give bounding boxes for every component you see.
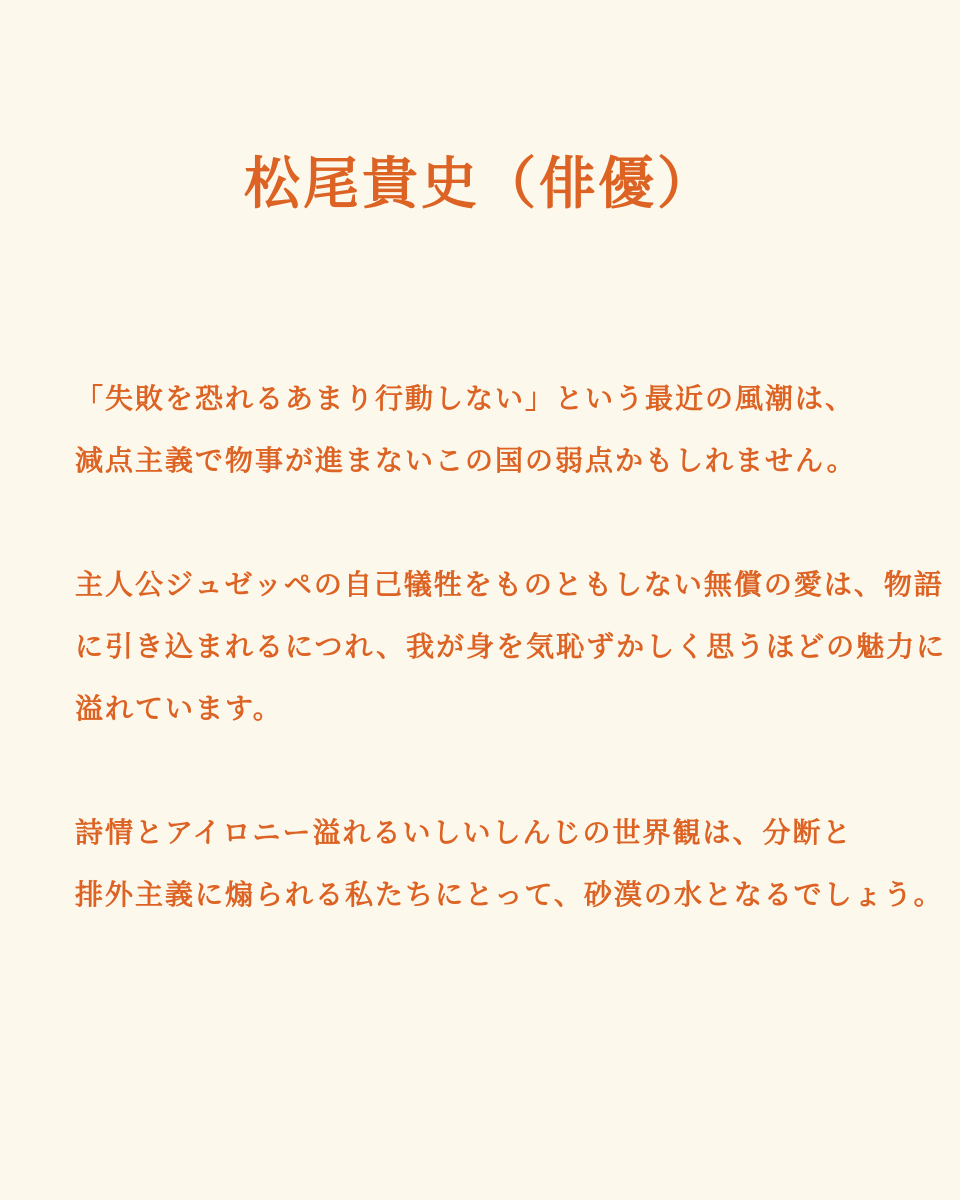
- quote-paragraph: [75, 368, 905, 492]
- quote-line: 溢れています。: [75, 693, 283, 724]
- quote-paragraph: [75, 554, 947, 740]
- quote-line: に引き込まれるにつれ、我が身を気恥ずかしく思うほどの魅力に: [75, 631, 947, 662]
- quote-line: 詩情とアイロニー溢れるいしいしんじの世界観は、分断と: [75, 817, 853, 848]
- quote-line: 「失敗を恐れるあまり行動しない」という最近の風潮は、: [75, 383, 856, 414]
- quote-line: 主人公ジュゼッペの自己犠牲をものともしない無償の愛は、物語: [75, 569, 944, 600]
- page-title: 松尾貴史（俳優）: [244, 152, 716, 215]
- quote-paragraph: [75, 802, 944, 926]
- quote-body: [75, 368, 947, 988]
- quote-line: 排外主義に煽られる私たちにとって、砂漠の水となるでしょう。: [75, 879, 944, 910]
- quote-line: 減点主義で物事が進まないこの国の弱点かもしれません。: [75, 445, 857, 476]
